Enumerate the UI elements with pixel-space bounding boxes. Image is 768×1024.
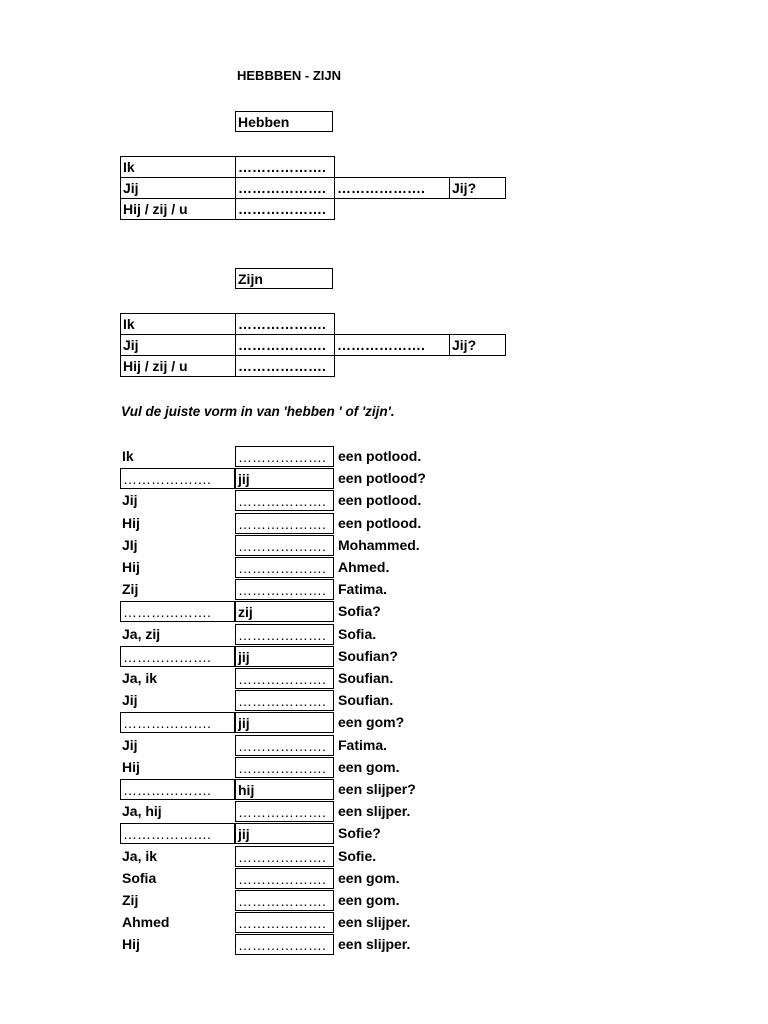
exercise-row xyxy=(120,668,450,690)
subject-cell: Zij xyxy=(122,892,139,908)
exercise-row xyxy=(120,579,450,601)
subject-cell: Ahmed xyxy=(122,914,170,931)
exercise-row xyxy=(120,846,450,868)
exercise-row xyxy=(120,735,450,757)
answer-blank-2 xyxy=(335,199,450,220)
answer-blank[interactable]: ………………. xyxy=(235,668,334,689)
exercise-row xyxy=(120,712,450,734)
question-cell xyxy=(450,356,506,377)
answer-blank[interactable]: ………………. xyxy=(235,912,334,933)
object-text: Soufian. xyxy=(338,670,394,686)
conjugation-table-zijn xyxy=(120,313,506,377)
answer-blank[interactable]: ………………. xyxy=(235,868,334,889)
answer-blank[interactable]: ………………. xyxy=(235,535,334,556)
object-text: Sofie? xyxy=(338,825,381,842)
exercise-row xyxy=(120,624,450,646)
exercise-row xyxy=(120,801,450,823)
answer-blank[interactable]: ………………. xyxy=(235,624,334,645)
subject-cell: Ja, hij xyxy=(122,803,162,820)
exercise-row xyxy=(120,912,450,934)
answer-blank[interactable]: ………………. xyxy=(235,846,334,867)
pronoun-cell: Jij xyxy=(121,178,236,199)
question-cell: Jij? xyxy=(450,178,506,199)
subject-cell: Hij xyxy=(122,758,140,775)
exercise-row xyxy=(120,757,450,779)
answer-blank[interactable]: ………………. xyxy=(120,646,235,667)
object-text: Sofia? xyxy=(338,603,381,620)
exercise-row xyxy=(120,446,450,468)
subject-cell: Ja, zij xyxy=(122,625,161,642)
exercise-row xyxy=(120,823,450,845)
answer-blank[interactable]: ………………. xyxy=(235,490,334,511)
subject-cell: Zij xyxy=(122,581,139,598)
answer-blank[interactable]: ………………. xyxy=(235,934,334,955)
subject-cell: jij xyxy=(235,823,334,844)
object-text: een gom. xyxy=(338,869,400,886)
pronoun-cell: Hij / zij / u xyxy=(121,199,236,220)
object-text: een slijper? xyxy=(338,781,416,797)
table-row xyxy=(121,314,506,335)
answer-blank[interactable]: ………………. xyxy=(120,712,235,733)
page-title: HEBBBEN - ZIJN xyxy=(237,68,342,83)
answer-blank[interactable]: ………………. xyxy=(235,690,334,711)
answer-blank[interactable]: ………………. xyxy=(235,446,334,467)
exercise-row xyxy=(120,779,450,801)
object-text: een gom. xyxy=(338,758,400,775)
answer-blank[interactable]: ………………. xyxy=(235,801,334,822)
section-heading-hebben: Hebben xyxy=(235,111,333,132)
answer-blank[interactable]: ………………. xyxy=(236,314,335,335)
instruction-text: Vul de juiste vorm in van 'hebben ' of 'zijn'. xyxy=(121,404,395,419)
answer-blank[interactable]: ………………. xyxy=(236,199,335,220)
exercise-row xyxy=(120,690,450,712)
exercise-row xyxy=(120,468,450,490)
exercise-row xyxy=(120,868,450,890)
subject-cell: hij xyxy=(235,779,334,800)
subject-cell: jij xyxy=(235,646,334,667)
answer-blank[interactable]: ………………. xyxy=(235,579,334,600)
object-text: een slijper. xyxy=(338,936,411,953)
subject-cell: Ja, ik xyxy=(122,847,158,864)
object-text: een potlood? xyxy=(338,470,426,487)
conjugation-table-hebben xyxy=(120,156,506,220)
exercise-row xyxy=(120,490,450,512)
table-row xyxy=(121,335,506,356)
subject-cell: Ik xyxy=(122,448,134,464)
answer-blank-2[interactable]: ………………. xyxy=(335,335,450,356)
object-text: een gom. xyxy=(338,892,400,908)
exercise-row xyxy=(120,535,450,557)
table-row xyxy=(121,178,506,199)
answer-blank[interactable]: ………………. xyxy=(120,468,235,489)
pronoun-cell: Hij / zij / u xyxy=(121,356,236,377)
question-cell xyxy=(450,199,506,220)
subject-cell: Jij xyxy=(122,692,138,709)
exercise-row xyxy=(120,601,450,623)
answer-blank[interactable]: ………………. xyxy=(236,356,335,377)
answer-blank[interactable]: ………………. xyxy=(235,557,334,578)
section-heading-zijn: Zijn xyxy=(235,268,333,289)
object-text: Sofie. xyxy=(338,847,377,864)
exercise-row xyxy=(120,513,450,535)
answer-blank-2[interactable]: ………………. xyxy=(335,178,450,199)
subject-cell: jij xyxy=(235,468,334,489)
object-text: een slijper. xyxy=(338,914,411,931)
pronoun-cell: Jij xyxy=(121,335,236,356)
question-cell: Jij? xyxy=(450,335,506,356)
object-text: Fatima. xyxy=(338,581,388,598)
answer-blank[interactable]: ………………. xyxy=(236,335,335,356)
subject-cell: Jij xyxy=(122,492,138,509)
subject-cell: JIj xyxy=(122,536,138,553)
subject-cell: Hij xyxy=(122,514,140,531)
object-text: Fatima. xyxy=(338,736,388,753)
subject-cell: Ja, ik xyxy=(122,670,158,686)
answer-blank-2 xyxy=(335,356,450,377)
answer-blank[interactable]: ………………. xyxy=(235,735,334,756)
answer-blank[interactable]: ………………. xyxy=(120,779,235,800)
object-text: Soufian. xyxy=(338,692,394,709)
object-text: een potlood. xyxy=(338,514,422,531)
answer-blank[interactable]: ………………. xyxy=(235,757,334,778)
object-text: een potlood. xyxy=(338,492,422,509)
object-text: Ahmed. xyxy=(338,559,390,575)
answer-blank-2 xyxy=(335,157,450,178)
object-text: Sofia. xyxy=(338,625,377,642)
answer-blank-2 xyxy=(335,314,450,335)
object-text: een slijper. xyxy=(338,803,411,820)
question-cell xyxy=(450,314,506,335)
object-text: Soufian? xyxy=(338,647,398,664)
question-cell xyxy=(450,157,506,178)
object-text: een potlood. xyxy=(338,448,422,464)
answer-blank[interactable]: ………………. xyxy=(235,513,334,534)
subject-cell: jij xyxy=(235,712,334,733)
pronoun-cell: Ik xyxy=(121,157,236,178)
table-row xyxy=(121,356,506,377)
answer-blank[interactable]: ………………. xyxy=(236,157,335,178)
subject-cell: zij xyxy=(235,601,334,622)
exercise-row xyxy=(120,934,450,956)
answer-blank[interactable]: ………………. xyxy=(120,601,235,622)
table-row xyxy=(121,157,506,178)
subject-cell: Sofia xyxy=(122,869,157,886)
pronoun-cell: Ik xyxy=(121,314,236,335)
answer-blank[interactable]: ………………. xyxy=(235,890,334,911)
subject-cell: Jij xyxy=(122,736,138,753)
subject-cell: Hij xyxy=(122,559,140,575)
exercise-row xyxy=(120,646,450,668)
exercise-row xyxy=(120,890,450,912)
answer-blank[interactable]: ………………. xyxy=(120,823,235,844)
object-text: een gom? xyxy=(338,714,405,731)
object-text: Mohammed. xyxy=(338,536,420,553)
subject-cell: Hij xyxy=(122,936,140,953)
exercise-row xyxy=(120,557,450,579)
answer-blank[interactable]: ………………. xyxy=(236,178,335,199)
table-row xyxy=(121,199,506,220)
